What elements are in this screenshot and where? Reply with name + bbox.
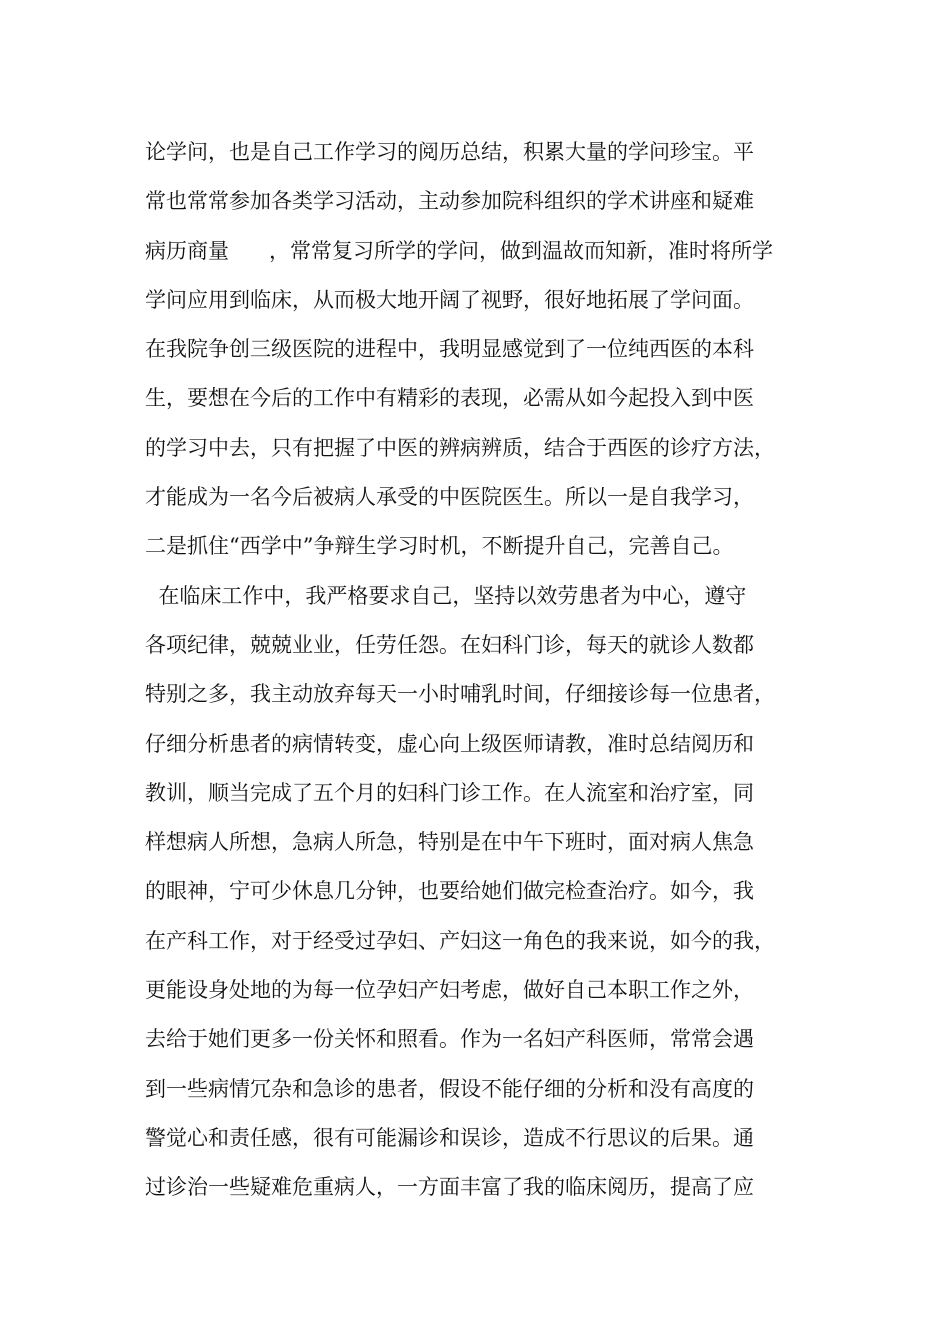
text-line: 过诊治一些疑难危重病人，一方面丰富了我的临床阅历，提高了应 — [145, 1175, 754, 1200]
text-line: 警觉心和责任感，很有可能漏诊和误诊，造成不行思议的后果。通 — [145, 1125, 754, 1150]
text-line: 教训，顺当完成了五个月的妇科门诊工作。在人流室和治疗室，同 — [145, 780, 754, 805]
text-line: 常也常常参加各类学习活动，主动参加院科组织的学术讲座和疑难 — [145, 189, 754, 214]
text-line: 去给于她们更多一份关怀和照看。作为一名妇产科医师，常常会遇 — [145, 1027, 754, 1052]
text-line: 在临床工作中，我严格要求自己，坚持以效劳患者为中心，遵守 — [145, 583, 747, 608]
text-line: 在产科工作，对于经受过孕妇、产妇这一角色的我来说，如今的我， — [145, 928, 775, 953]
text-line: 到一些病情冗杂和急诊的患者，假设不能仔细的分析和没有高度的 — [145, 1076, 754, 1101]
text-line: 学问应用到临床，从而极大地开阔了视野，很好地拓展了学问面。 — [145, 287, 754, 312]
text-line: 更能设身处地的为每一位孕妇产妇考虑，做好自己本职工作之外， — [145, 978, 754, 1003]
text-line: 二是抓住“西学中”争辩生学习时机，不断提升自己，完善自己。 — [145, 534, 734, 559]
body-text — [145, 128, 835, 1213]
text-line: 才能成为一名今后被病人承受的中医院医生。所以一是自我学习， — [145, 485, 754, 510]
text-line: 论学问，也是自己工作学习的阅历总结，积累大量的学问珍宝。平 — [145, 140, 754, 164]
text-line: 样想病人所想，急病人所急，特别是在中午下班时，面对病人焦急 — [145, 830, 754, 855]
text-line: 生，要想在今后的工作中有精彩的表现，必需从如今起投入到中医 — [145, 386, 754, 411]
text-line: 各项纪律，兢兢业业，任劳任怨。在妇科门诊，每天的就诊人数都 — [145, 632, 754, 657]
text-line: 的学习中去，只有把握了中医的辨病辨质，结合于西医的诊疗方法， — [145, 435, 775, 460]
text-line: 仔细分析患者的病情转变，虚心向上级医师请教，准时总结阅历和 — [145, 731, 754, 756]
text-line: 特别之多，我主动放弃每天一小时哺乳时间，仔细接诊每一位患者， — [145, 682, 775, 707]
text-line: 的眼神，宁可少休息几分钟，也要给她们做完检查治疗。如今，我 — [145, 879, 754, 904]
text-line: 在我院争创三级医院的进程中，我明显感觉到了一位纯西医的本科 — [145, 337, 754, 362]
text-line: 病历商量 ，常常复习所学的学问，做到温故而知新，准时将所学 — [145, 238, 774, 263]
